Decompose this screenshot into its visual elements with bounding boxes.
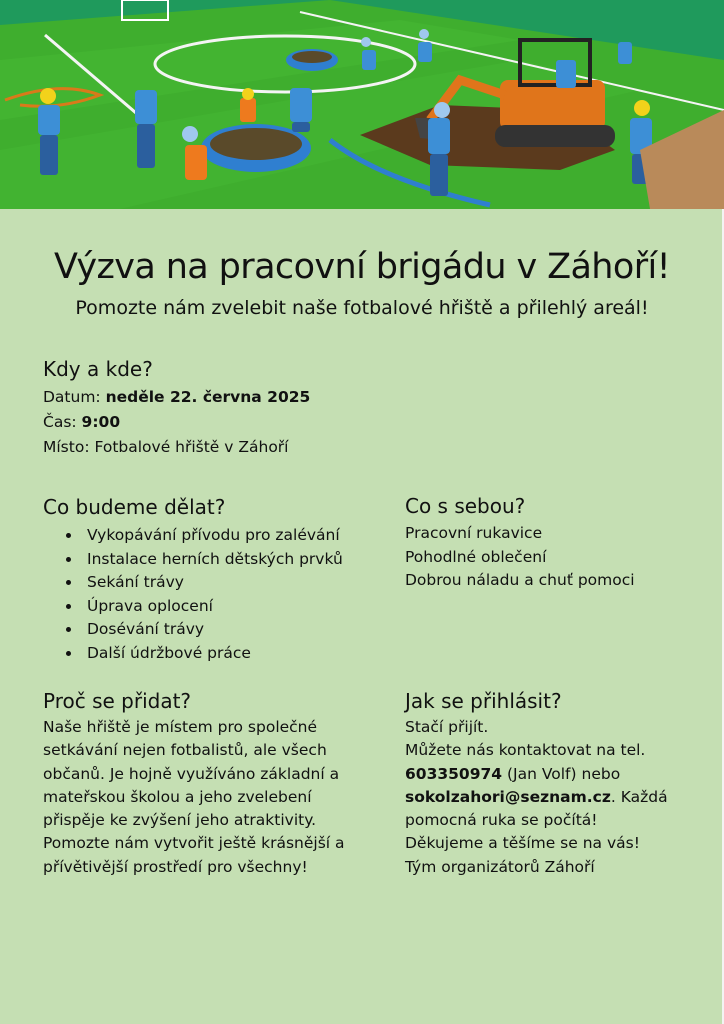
list-item: Instalace herních dětských prvků [43,548,383,572]
signup-line: Stačí přijít. [405,718,489,736]
list-item: Sekání trávy [43,571,383,595]
email-address[interactable]: sokolzahori@seznam.cz [405,787,611,806]
bring-item: Dobrou náladu a chuť pomoci [405,571,635,589]
page-title: Výzva na pracovní brigádu v Záhoří! [53,247,671,287]
signup-line: pomocná ruka se počítá! [405,811,598,830]
why-line: přívětivější prostředí pro všechny! [43,857,308,876]
why-line: Pomozte nám vytvořit ještě krásnější a [43,834,345,853]
signup-section [405,688,705,879]
signup-line: Můžete nás kontaktovat na tel. [405,741,646,760]
phone-note: (Jan Volf) nebo [502,764,621,783]
place-value: Fotbalové hřiště v Záhoří [94,438,289,456]
page-subtitle: Pomozte nám zvelebit naše fotbalové hřiště a přilehlý areál! [75,297,649,319]
date-line [43,385,443,410]
why-line: mateřskou školou a jeho zvelebení [43,787,312,806]
place-line [43,435,443,460]
why-line: setkávání nejen fotbalistů, ale všech [43,741,327,760]
why-section [43,688,373,879]
time-value: 9:00 [81,413,121,431]
why-line: přispěje ke zvýšení jeho atraktivity. [43,811,317,830]
when-where-section [43,356,443,460]
signup-phone-line [405,763,705,786]
bring-heading: Co s sebou? [405,494,526,518]
date-value: neděle 22. června 2025 [105,388,311,406]
why-line: Naše hřiště je místem pro společné [43,718,318,736]
why-heading: Proč se přidat? [43,689,192,713]
football-field-illustration [0,0,724,209]
date-label: Datum: [43,388,106,406]
time-line [43,410,443,435]
email-suffix: . Každá [610,787,668,806]
hero-image [0,0,724,209]
bring-section [405,493,705,593]
bring-item: Pohodlné oblečení [405,547,547,566]
list-item: Dosévání trávy [43,618,383,642]
tasks-section [43,494,383,665]
when-where-heading: Kdy a kde? [43,357,153,381]
list-item: Další údržbové práce [43,642,383,666]
place-label: Místo: [43,438,95,456]
signup-line: Tým organizátorů Záhoří [405,857,595,876]
tasks-list [43,524,383,665]
signup-line: Děkujeme a těšíme se na vás! [405,834,640,853]
phone-number[interactable]: 603350974 [405,764,503,783]
time-label: Čas: [43,413,82,431]
why-line: občanů. Je hojně využíváno základní a [43,764,340,783]
list-item: Vykopávání přívodu pro zalévání [43,524,383,548]
list-item: Úprava oplocení [43,595,383,619]
bring-item: Pracovní rukavice [405,524,543,542]
signup-email-line [405,786,705,809]
signup-heading: Jak se přihlásit? [405,689,562,713]
tasks-heading: Co budeme dělat? [43,495,226,519]
